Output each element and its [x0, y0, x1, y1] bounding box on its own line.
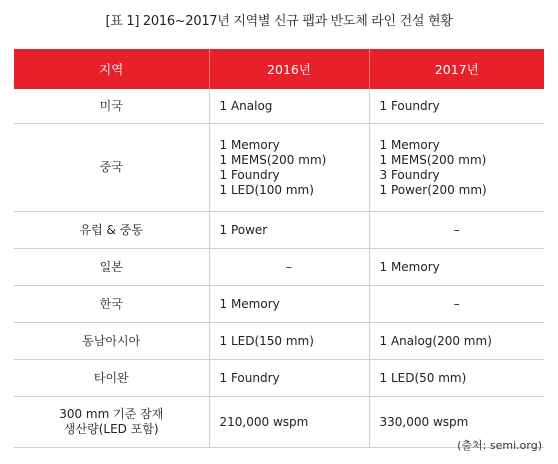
table-title: [표 1] 2016~2017년 지역별 신규 팹과 반도체 라인 건설 현황 — [105, 14, 453, 29]
cell-2016: 1 Analog — [209, 89, 369, 124]
header-region: 지역 — [14, 49, 209, 89]
cell-2016: 1 LED(150 mm) — [209, 323, 369, 360]
cell-2016 — [209, 124, 369, 212]
cell-line: 1 Foundry — [219, 167, 280, 182]
cell-2016: 210,000 wspm — [209, 397, 369, 448]
cell-2017: – — [369, 286, 544, 323]
table-header-row — [14, 49, 544, 89]
cell-2016: 1 Memory — [209, 286, 369, 323]
cell-2017: 1 Foundry — [369, 89, 544, 124]
table-row — [14, 360, 544, 397]
cell-2016: – — [209, 249, 369, 286]
cell-line: 1 LED(100 mm) — [219, 182, 314, 197]
cell-line: 3 Foundry — [379, 167, 440, 182]
cell-2017: – — [369, 212, 544, 249]
region-cell: 일본 — [14, 249, 209, 286]
region-cell — [14, 397, 209, 448]
table-row — [14, 212, 544, 249]
cell-2017: 1 Memory — [369, 249, 544, 286]
table-row — [14, 323, 544, 360]
cell-2016: 1 Power — [209, 212, 369, 249]
table-row — [14, 124, 544, 212]
cell-2017: 1 Analog(200 mm) — [369, 323, 544, 360]
region-cell: 한국 — [14, 286, 209, 323]
cell-line: 생산량(LED 포함) — [63, 422, 159, 436]
fab-construction-table — [14, 49, 544, 448]
cell-line: 1 MEMS(200 mm) — [219, 152, 327, 167]
region-cell: 동남아시아 — [14, 323, 209, 360]
cell-line: 300 mm 기준 잠재 — [59, 407, 164, 421]
region-cell: 미국 — [14, 89, 209, 124]
table-row — [14, 89, 544, 124]
cell-line: 1 Memory — [379, 137, 440, 152]
cell-2017: 1 LED(50 mm) — [369, 360, 544, 397]
region-cell: 유럽 & 중동 — [14, 212, 209, 249]
cell-line: 1 MEMS(200 mm) — [379, 152, 487, 167]
table-row — [14, 249, 544, 286]
region-cell: 타이완 — [14, 360, 209, 397]
source-note: (출처: semi.org) — [457, 439, 542, 452]
header-2017: 2017년 — [369, 49, 544, 89]
table-row — [14, 286, 544, 323]
cell-2017: 330,000 wspm — [369, 397, 544, 448]
cell-line: 1 Memory — [219, 137, 280, 152]
header-2016: 2016년 — [209, 49, 369, 89]
region-cell: 중국 — [14, 124, 209, 212]
cell-line: 1 Power(200 mm) — [379, 182, 487, 197]
cell-2016: 1 Foundry — [209, 360, 369, 397]
cell-2017 — [369, 124, 544, 212]
